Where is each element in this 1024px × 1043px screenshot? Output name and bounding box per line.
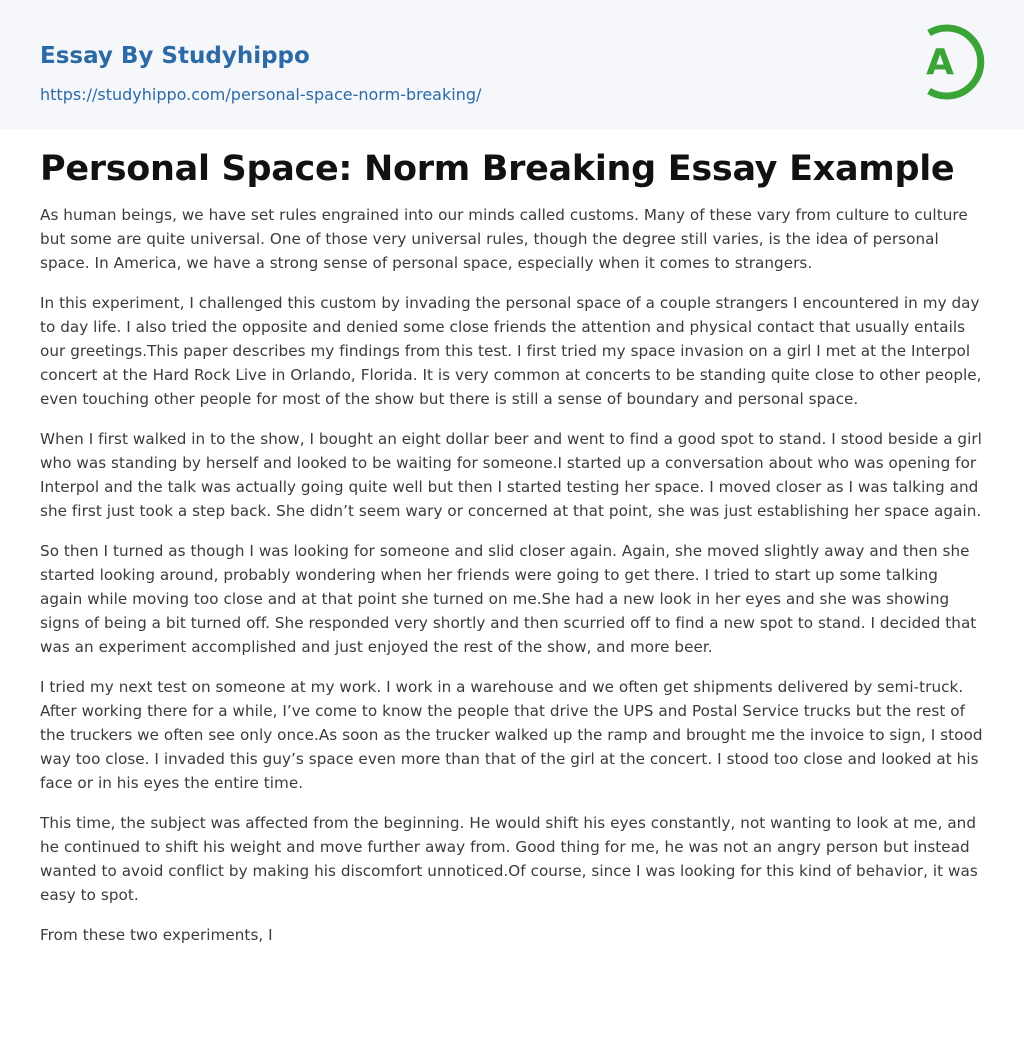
logo-letter: A — [926, 42, 954, 83]
article-body — [0, 147, 1024, 947]
site-brand[interactable]: Essay By Studyhippo — [40, 43, 310, 69]
article-paragraph: When I first walked in to the show, I bought an eight dollar beer and went to find a good spot to stand. I stood beside a girl who was standing by herself and looked to be waiting for someone.I started up a conversation about who was opening for Interpol and the talk was actually going quite well but then I started testing her space. I moved closer as I was talking and she first just took a step back. She didn’t seem wary or concerned at that point, she was just establishing her space again. — [40, 430, 982, 520]
article-paragraph: So then I turned as though I was looking for someone and slid closer again. Again, she moved slightly away and then she started looking around, probably wondering when her friends were going to get there. I tried to start up some talking again while moving too close and at that point she turned on me.She had a new look in her eyes and she was showing signs of being a bit turned off. She responded very shortly and then scurried off to find a new spot to stand. I decided that was an experiment accomplished and just enjoyed the rest of the show, and more beer. — [40, 542, 977, 656]
article-title: Personal Space: Norm Breaking Essay Example — [40, 149, 955, 189]
article-paragraph: As human beings, we have set rules engrained into our minds called customs. Many of these vary from culture to culture but some are quite universal. One of those very universal rules, though the degree still varies, is the idea of personal space. In America, we have a strong sense of personal space, especially when it comes to strangers. — [40, 206, 968, 272]
article-paragraph-truncated: From these two experiments, I — [40, 926, 273, 944]
article-paragraph: This time, the subject was affected from the beginning. He would shift his eyes constantly, not wanting to look at me, and he continued to shift his weight and move further away from. Good thing for me, he was not an angry person but instead wanted to avoid conflict by making his discomfort unnoticed.Of course, since I was looking for this kind of behavior, it was easy to spot. — [40, 814, 978, 904]
site-header — [0, 0, 1024, 129]
source-url-link[interactable]: https://studyhippo.com/personal-space-norm-breaking/ — [40, 85, 482, 104]
studyhippo-logo-icon[interactable] — [912, 18, 986, 106]
article-paragraph: In this experiment, I challenged this custom by invading the personal space of a couple strangers I encountered in my day to day life. I also tried the opposite and denied some close friends the attention and physical contact that usually entails our greetings.This paper describes my findings from this test. I first tried my space invasion on a girl I met at the Interpol concert at the Hard Rock Live in Orlando, Florida. It is very common at concerts to be standing quite close to other people, even touching other people for most of the show but there is still a sense of boundary and personal space. — [40, 294, 982, 408]
article-paragraph: I tried my next test on someone at my work. I work in a warehouse and we often get shipments delivered by semi-truck. After working there for a while, I’ve come to know the people that drive the UPS and Postal Service trucks but the rest of the truckers we often see only once.As soon as the trucker walked up the ramp and brought me the invoice to sign, I stood way too close. I invaded this guy’s space even more than that of the girl at the concert. I stood too close and looked at his face or in his eyes the entire time. — [40, 678, 983, 792]
